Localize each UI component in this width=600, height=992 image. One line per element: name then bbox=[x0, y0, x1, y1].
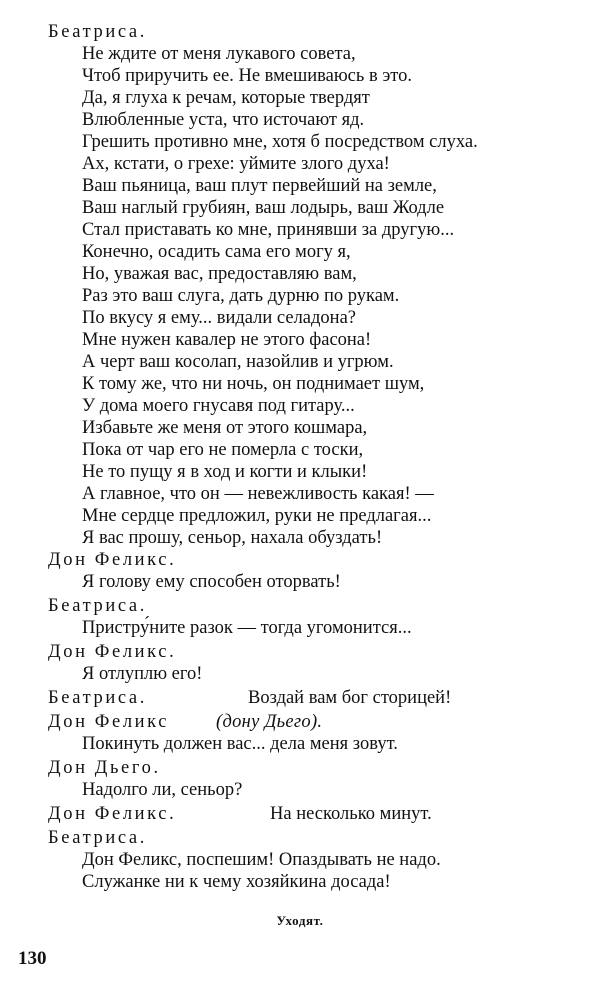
verse-line: Я вас прошу, сеньор, нахала обуздать! bbox=[82, 528, 383, 548]
speaker-name: Дон Феликс. bbox=[48, 550, 177, 570]
verse-line: Мне нужен кавалер не этого фасона! bbox=[82, 330, 372, 350]
verse-line: Стал приставать ко мне, принявши за другую... bbox=[82, 220, 455, 240]
verse-line: Избавьте же меня от этого кошмара, bbox=[82, 418, 368, 438]
speaker-name: Беатриса. bbox=[48, 596, 147, 616]
verse-line: Конечно, осадить сама его могу я, bbox=[82, 242, 351, 262]
verse-line: У дома моего гнусавя под гитару... bbox=[82, 396, 355, 416]
verse-line: Я голову ему способен оторвать! bbox=[82, 572, 341, 592]
verse-line: Служанке ни к чему хозяйкина досада! bbox=[82, 872, 391, 892]
verse-line: К тому же, что ни ночь, он поднимает шум, bbox=[82, 374, 425, 394]
page-number: 130 bbox=[18, 948, 47, 969]
verse-line: Покинуть должен вас... дела меня зовут. bbox=[82, 734, 398, 754]
verse-line: Воздай вам бог сторицей! bbox=[248, 688, 452, 708]
stage-direction-exit: Уходят. bbox=[276, 913, 324, 928]
verse-line: По вкусу я ему... видали селадона? bbox=[82, 308, 356, 328]
verse-line: Влюбленные уста, что источают яд. bbox=[82, 110, 365, 130]
stage-direction-inline: (дону Дьего). bbox=[216, 712, 323, 732]
verse-line: Пристру́ните разок — тогда угомонится... bbox=[82, 618, 412, 638]
verse-line: Раз это ваш слуга, дать дурню по рукам. bbox=[82, 286, 400, 306]
speaker-name: Дон Дьего. bbox=[48, 758, 161, 778]
verse-line: Не то пущу я в ход и когти и клыки! bbox=[82, 462, 368, 482]
verse-line: Но, уважая вас, предоставляю вам, bbox=[82, 264, 357, 284]
speaker-name: Дон Феликс. bbox=[48, 642, 177, 662]
verse-line: На несколько минут. bbox=[270, 804, 432, 824]
verse-line: А черт ваш косолап, назойлив и угрюм. bbox=[82, 352, 394, 372]
verse-line: А главное, что он — невежливость какая! — bbox=[82, 484, 434, 504]
speaker-name: Беатриса. bbox=[48, 688, 147, 708]
verse-line: Мне сердце предложил, руки не предлагая... bbox=[82, 506, 432, 526]
verse-line: Надолго ли, сеньор? bbox=[82, 780, 243, 800]
verse-line: Дон Феликс, поспешим! Опаздывать не надо. bbox=[82, 850, 441, 870]
verse-line: Да, я глуха к речам, которые твердят bbox=[82, 88, 370, 108]
verse-line: Ваш пьяница, ваш плут первейший на земле, bbox=[82, 176, 437, 196]
speaker-name: Дон Феликс bbox=[48, 712, 170, 732]
speaker-name: Беатриса. bbox=[48, 22, 147, 42]
speaker-name: Беатриса. bbox=[48, 828, 147, 848]
verse-line: Чтоб приручить ее. Не вмешиваюсь в это. bbox=[82, 66, 412, 86]
verse-line: Пока от чар его не померла с тоски, bbox=[82, 440, 364, 460]
verse-line: Грешить противно мне, хотя б посредством слуха. bbox=[82, 132, 478, 152]
verse-line: Я отлуплю его! bbox=[82, 664, 203, 684]
speaker-name: Дон Феликс. bbox=[48, 804, 177, 824]
verse-line: Ах, кстати, о грехе: уймите злого духа! bbox=[82, 154, 390, 174]
verse-line: Ваш наглый грубиян, ваш лодырь, ваш Жодле bbox=[82, 198, 445, 218]
verse-line: Не ждите от меня лукавого совета, bbox=[82, 44, 356, 64]
